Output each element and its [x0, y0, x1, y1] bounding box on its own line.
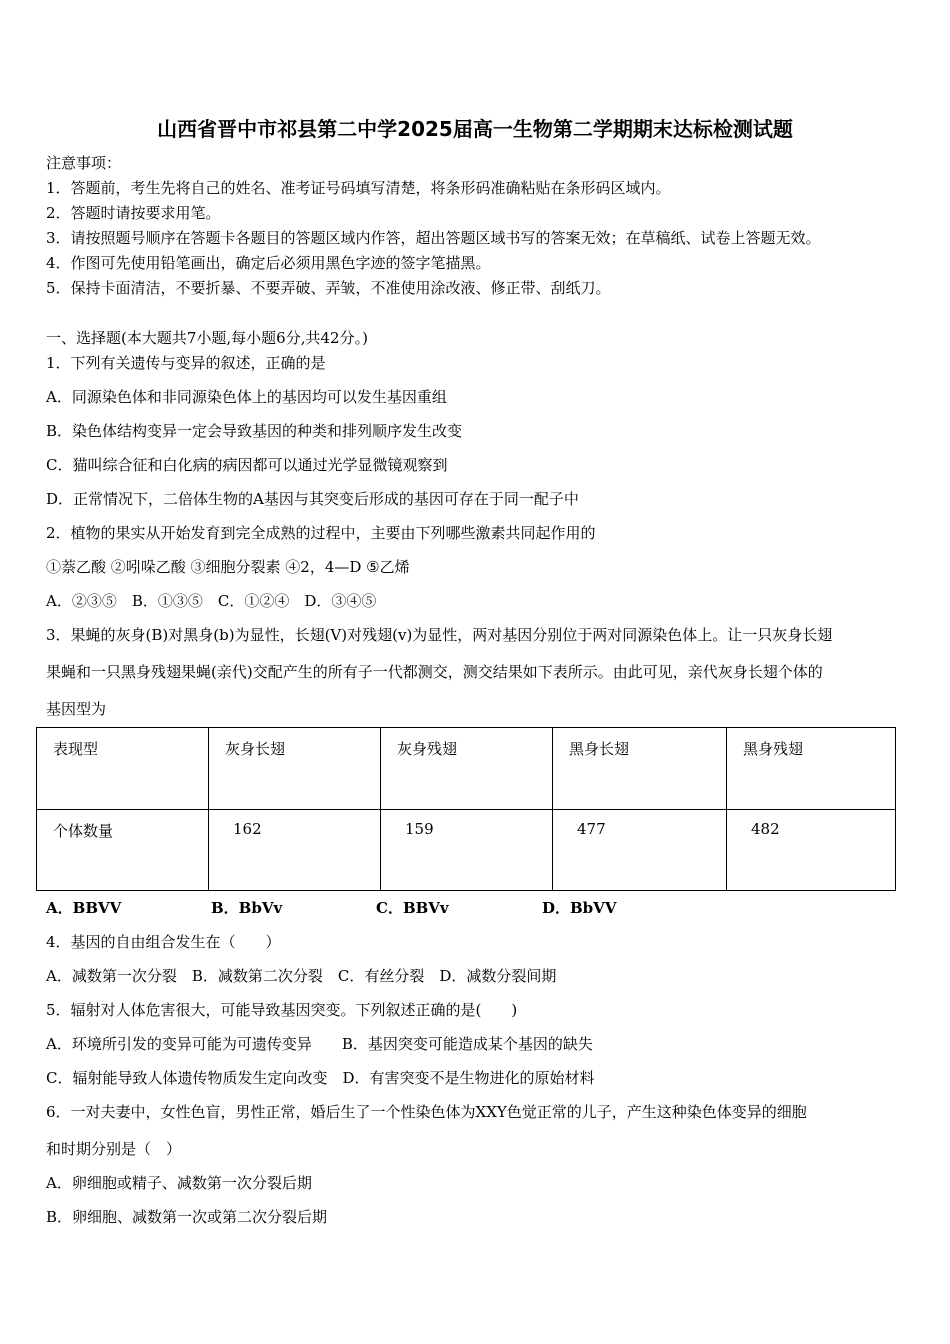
q3-option-a: A．BBVV: [46, 899, 122, 917]
notice-item-2: 2．答题时请按要求用笔。: [46, 204, 221, 222]
table-header-cell: 灰身长翅: [209, 728, 381, 810]
table-cell: 162: [209, 810, 381, 891]
table-header-cell: 表现型: [37, 728, 209, 810]
q1-stem: 1．下列有关遗传与变异的叙述，正确的是: [46, 354, 326, 372]
q4-options: A．减数第一次分裂 B．减数第二次分裂 C．有丝分裂 D．减数分裂间期: [46, 967, 557, 985]
results-table: [36, 727, 896, 891]
q6-stem-line-1: 6．一对夫妻中，女性色盲，男性正常，婚后生了一个性染色体为XXY色觉正常的儿子，产生这种染色体变异的细胞: [46, 1103, 807, 1121]
table-header-cell: 灰身残翅: [381, 728, 553, 810]
q3-option-d: D．BbVV: [542, 899, 617, 917]
q4-stem: 4．基因的自由组合发生在（ ）: [46, 933, 281, 951]
table-cell: 159: [381, 810, 553, 891]
table-row: [37, 810, 896, 891]
q3-option-c: C．BBVv: [376, 899, 449, 917]
q5-stem: 5．辐射对人体危害很大，可能导致基因突变。下列叙述正确的是( ): [46, 1001, 518, 1019]
q6-option-a: A．卵细胞或精子、减数第一次分裂后期: [46, 1174, 312, 1192]
q2-options: A．②③⑤ B．①③⑤ C．①②④ D．③④⑤: [46, 592, 377, 610]
q5-options-ab: A．环境所引发的变异可能为可遗传变异 B．基因突变可能造成某个基因的缺失: [46, 1035, 593, 1053]
q3-option-b: B．BbVv: [211, 899, 283, 917]
q2-stem: 2．植物的果实从开始发育到完全成熟的过程中，主要由下列哪些激素共同起作用的: [46, 524, 596, 542]
q3-stem-line-2: 果蝇和一只黑身残翅果蝇(亲代)交配产生的所有子一代都测交，测交结果如下表所示。由此可见，亲代灰身长翅个体的: [46, 663, 823, 681]
q6-option-b: B．卵细胞、减数第一次或第二次分裂后期: [46, 1208, 328, 1226]
notice-item-3: 3．请按照题号顺序在答题卡各题目的答题区域内作答，超出答题区域书写的答案无效；在草稿纸、试卷上答题无效。: [46, 229, 821, 247]
q3-stem-line-1: 3．果蝇的灰身(B)对黑身(b)为显性，长翅(V)对残翅(v)为显性，两对基因分别位于两对同源染色体上。让一只灰身长翅: [46, 626, 833, 644]
q6-stem-line-2: 和时期分别是（ ）: [46, 1140, 182, 1158]
notice-item-4: 4．作图可先使用铅笔画出，确定后必须用黑色字迹的签字笔描黑。: [46, 254, 491, 272]
q1-option-d: D．正常情况下，二倍体生物的A基因与其突变后形成的基因可存在于同一配子中: [46, 490, 579, 508]
page-title: 山西省晋中市祁县第二中学2025届高一生物第二学期期末达标检测试题: [157, 117, 793, 141]
q1-option-b: B．染色体结构变异一定会导致基因的种类和排列顺序发生改变: [46, 422, 463, 440]
notice-heading: 注意事项：: [46, 154, 122, 172]
notice-item-5: 5．保持卡面清洁，不要折暴、不要弄破、弄皱，不准使用涂改液、修正带、刮纸刀。: [46, 279, 611, 297]
table-header-cell: 黑身残翅: [727, 728, 896, 810]
q5-options-cd: C．辐射能导致人体遗传物质发生定向改变 D．有害突变不是生物进化的原始材料: [46, 1069, 595, 1087]
table-header-row: [37, 728, 896, 810]
table-cell: 482: [727, 810, 896, 891]
table-header-cell: 黑身长翅: [553, 728, 727, 810]
q3-stem-line-3: 基因型为: [46, 700, 107, 718]
q2-items: ①萘乙酸 ②吲哚乙酸 ③细胞分裂素 ④2，4—D ⑤乙烯: [46, 558, 410, 576]
notice-item-1: 1．答题前，考生先将自己的姓名、准考证号码填写清楚，将条形码准确粘贴在条形码区域内。: [46, 179, 671, 197]
table-row-label: 个体数量: [37, 810, 209, 891]
section-heading: 一、选择题(本大题共7小题,每小题6分,共42分。): [46, 329, 368, 347]
q1-option-c: C．猫叫综合征和白化病的病因都可以通过光学显微镜观察到: [46, 456, 448, 474]
table-cell: 477: [553, 810, 727, 891]
q1-option-a: A．同源染色体和非同源染色体上的基因均可以发生基因重组: [46, 388, 447, 406]
